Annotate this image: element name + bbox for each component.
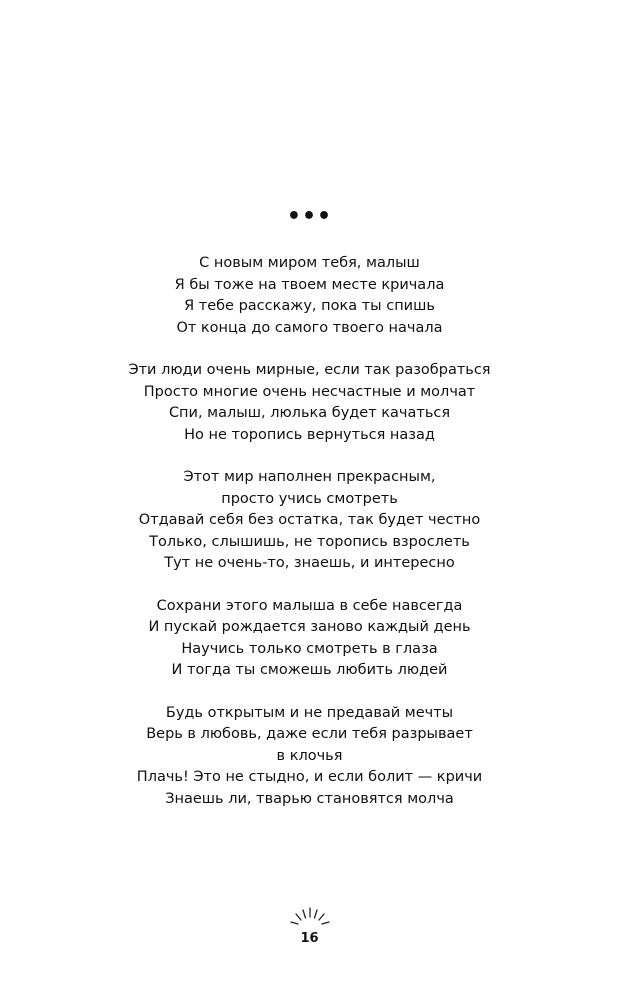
stanza: [0, 253, 619, 339]
page-number: 16: [300, 931, 319, 946]
poem-line: И пускай рождается заново каждый день: [148, 619, 471, 635]
poem-line: И тогда ты сможешь любить людей: [171, 662, 448, 678]
sunburst-icon: [286, 905, 334, 933]
poem-line: Научись только смотреть в глаза: [181, 640, 438, 657]
poem-line: Только, слышишь, не торопись взрослеть: [149, 533, 470, 550]
poem-line: Эти люди очень мирные, если так разобраться: [128, 362, 491, 378]
stanza: [0, 467, 619, 575]
stanza: [0, 703, 619, 811]
poem-line: Я тебе расскажу, пока ты спишь: [184, 298, 435, 314]
poem-line: Просто многие очень несчастные и молчат: [143, 383, 476, 400]
poem-line: просто учись смотреть: [221, 490, 398, 507]
poem-line: Верь в любовь, даже если тебя разрывает: [146, 726, 473, 742]
stanza: [0, 360, 619, 446]
poem-line: От конца до самого твоего начала: [176, 319, 443, 336]
poem-line: Отдавай себя без остатка, так будет честно: [138, 512, 481, 528]
page-footer: [0, 905, 619, 955]
poem-line: Будь открытым и не предавай мечты: [165, 704, 454, 721]
poem-line: Сохрани этого малыша в себе навсегда: [156, 597, 463, 614]
poem-line: Тут не очень-то, знаешь, и интересно: [164, 555, 455, 571]
section-ornament: •••: [286, 204, 333, 229]
poem-line: в клочья: [276, 747, 343, 764]
poem-line: Знаешь ли, тварью становятся молча: [165, 790, 454, 807]
poem-line: Но не торопись вернуться назад: [184, 426, 435, 443]
poem-line: Спи, малыш, люлька будет качаться: [168, 405, 451, 421]
poem-line: Этот мир наполнен прекрасным,: [183, 469, 436, 485]
stanza: [0, 596, 619, 682]
poem-line: С новым миром тебя, малыш: [199, 255, 420, 271]
poem-line: Я бы тоже на твоем месте кричала: [174, 276, 445, 293]
poem: [0, 253, 619, 831]
poem-line: Плачь! Это не стыдно, и если болит — кричи: [136, 769, 483, 785]
